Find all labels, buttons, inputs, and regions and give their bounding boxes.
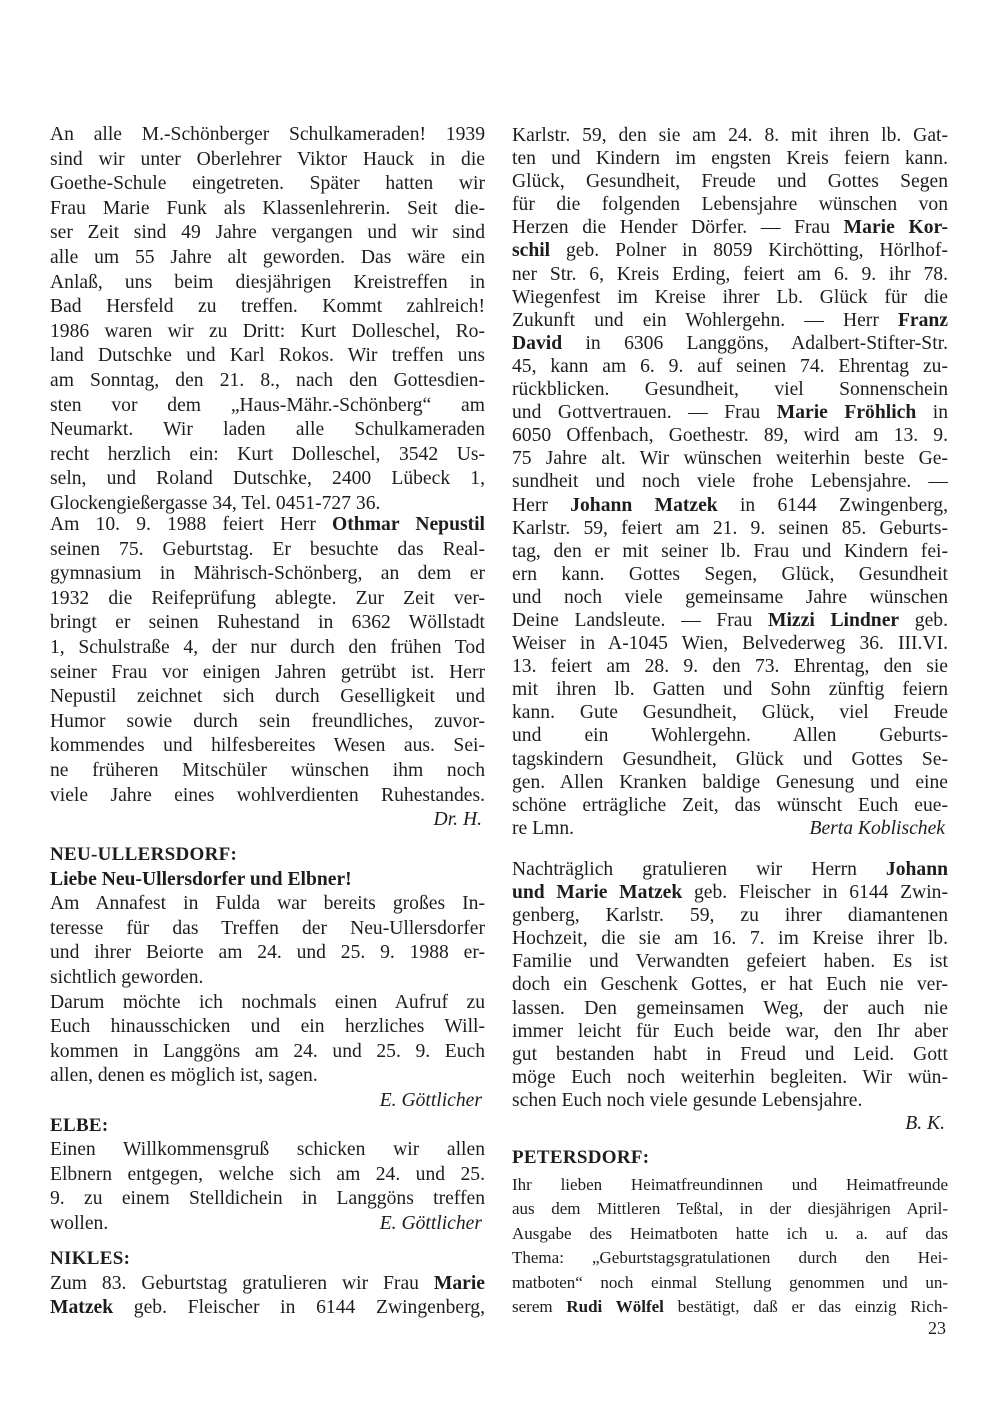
text-line: wollen.: [50, 1212, 109, 1234]
text-line: Zum 83. Geburtstag gratulieren wir Frau Marie: [50, 1272, 485, 1294]
text-line: möge Euch noch weiterhin begleiten. Wir wün-: [512, 1066, 948, 1088]
text-line: Anlaß, uns beim diesjährigen Kreistreffen in: [50, 271, 485, 293]
text-line: serem Rudi Wölfel bestätigt, daß er das einzig Rich-: [512, 1296, 948, 1316]
section-neu-ullersdorf-elbe: [50, 843, 485, 1237]
text-line: sten vor dem „Haus-Mähr.-Schönberg“ am: [50, 394, 485, 416]
text-line: Glockengießergasse 34, Tel. 0451-727 36.: [50, 492, 381, 514]
text-line: 75 Jahre alt. Wir wünschen weiterhin beste Ge-: [512, 448, 948, 470]
text-line: recht herzlich ein: Kurt Dolleschel, 3542 Us-: [50, 443, 485, 465]
text-line: Herzen die Hender Dörfer. — Frau Marie Kor-: [512, 217, 948, 239]
text-line: gut bestanden habt in Freud und Leid. Gott: [512, 1043, 948, 1065]
section-heading: ELBE:: [50, 1114, 109, 1136]
text-line: und ihrer Beiorte am 24. und 25. 9. 1988 er-: [50, 942, 485, 964]
bold-name: Franz: [897, 309, 948, 331]
text-line: gymnasium in Mährisch-Schönberg, an dem er: [50, 563, 485, 585]
section-nikles: [50, 1247, 485, 1321]
text-line: bringt er seinen Ruhestand in 6362 Wöllstadt: [50, 612, 485, 634]
text-line: Am Annafest in Fulda war bereits großes In-: [50, 893, 485, 915]
text-line: schil geb. Polner in 8059 Kirchötting, Hörlhof-: [512, 240, 948, 262]
text-line: seln, und Roland Dutschke, 2400 Lübeck 1,: [50, 468, 485, 490]
bold-name: Rudi Wölfel: [566, 1296, 664, 1316]
text-line: teresse für das Treffen der Neu-Ullersdorfer: [50, 917, 485, 939]
text-line: Matzek geb. Fleischer in 6144 Zwingenberg,: [50, 1297, 485, 1319]
text-line: und Gottvertrauen. — Frau Marie Fröhlich in: [512, 402, 949, 424]
text-line: Thema: „Geburtstagsgratulationen durch den Hei-: [512, 1248, 948, 1268]
text-line: Nachträglich gratulieren wir Herrn Johann: [512, 859, 948, 880]
text-line-with-signature: [512, 817, 948, 840]
bold-name: Othmar Nepustil: [332, 514, 486, 535]
text-line: re Lmn.: [512, 817, 575, 839]
text-line: für die folgenden Lebensjahre wünschen von: [512, 194, 948, 216]
text-line: An alle M.-Schönberger Schulkameraden! 1939: [50, 124, 485, 145]
text-line: tag, den er mit seiner lb. Frau und Kindern fei-: [512, 540, 948, 562]
text-line: Zukunft und ein Wohlergehn. — Herr Franz: [512, 309, 948, 331]
text-line: am Sonntag, den 21. 8., nach den Gottesdien-: [50, 369, 485, 391]
text-line: Ihr lieben Heimatfreundinnen und Heimatfreunde: [512, 1175, 948, 1194]
text-line: kommendes und hilfesbereites Wesen aus. Sei-: [50, 735, 485, 757]
text-line: kann. Gute Gesundheit, Glück, viel Freude: [512, 702, 948, 724]
bold-name: Marie Fröhlich: [776, 402, 917, 424]
bold-name: und Marie Matzek: [512, 882, 683, 904]
text-line: Karlstr. 59, feiert am 21. 9. seinen 85. Geburts-: [512, 517, 948, 539]
bold-name: David: [512, 332, 563, 354]
text-line: Elbnern entgegen, welche sich am 24. und 25.: [50, 1163, 485, 1185]
section-heading: NIKLES:: [50, 1248, 131, 1269]
text-line-with-signature: [50, 1212, 485, 1237]
text-line: sichtlich geworden.: [50, 966, 204, 988]
text-line: Humor sowie durch sein freundliches, zuvor-: [50, 710, 485, 732]
text-line: alle um 55 Jahre alt geworden. Das wäre ein: [50, 246, 485, 268]
article-schulkameraden: [50, 123, 485, 517]
text-line: land Dutschke und Karl Rokos. Wir treffen uns: [50, 345, 485, 367]
text-line: seinen 75. Geburtstag. Er besuchte das Real-: [50, 538, 485, 560]
text-line: Euch hinausschicken und ein herzliches Will-: [50, 1016, 485, 1038]
signature: E. Göttlicher: [379, 1089, 482, 1111]
text-line: ern kann. Gottes Segen, Glück, Gesundheit: [512, 563, 948, 585]
text-line: sind wir unter Oberlehrer Viktor Hauck in die: [50, 148, 485, 170]
text-line: 1932 die Reifeprüfung ablegte. Zur Zeit ver-: [50, 587, 485, 609]
text-line: Weiser in A-1045 Wien, Belvederweg 36. III.VI.: [512, 633, 948, 655]
text-line: Neumarkt. Wir laden alle Schulkameraden: [50, 419, 485, 441]
text-line: und Marie Matzek geb. Fleischer in 6144 Zwin-: [512, 882, 948, 904]
bold-name: Mizzi Lindner: [768, 609, 900, 631]
section-heading: PETERSDORF:: [512, 1147, 650, 1168]
text-line: Karlstr. 59, den sie am 24. 8. mit ihren lb. Gat-: [512, 125, 948, 146]
text-line: Am 10. 9. 1988 feiert Herr Othmar Nepustil: [50, 514, 486, 535]
text-line: mit ihren lb. Gatten und Sohn zünftig feiern: [512, 679, 948, 701]
bold-name: schil: [512, 240, 551, 262]
signature: B. K.: [905, 1113, 945, 1135]
text-line: Bad Hersfeld zu treffen. Kommt zahlreich!: [50, 296, 485, 318]
text-line: David in 6306 Langgöns, Adalbert-Stifter-Str.: [512, 332, 948, 354]
text-line: doch ein Geschenk Gottes, er hat Euch nie ver-: [512, 974, 948, 996]
text-line: matboten“ noch einmal Stellung genommen und un-: [512, 1272, 948, 1292]
text-line: schöne erträgliche Zeit, das wünscht Euch eue-: [512, 794, 948, 816]
text-line: sundheit und noch viele frohe Lebensjahre. —: [512, 471, 948, 493]
text-line: lassen. Den gemeinsamen Weg, der auch nie: [512, 997, 948, 1019]
text-line: ten und Kindern im engsten Kreis feiern kann.: [512, 148, 948, 170]
text-line: 45, kann am 6. 9. auf seinen 74. Ehrentag zu-: [512, 355, 948, 377]
section-petersdorf: [512, 1173, 948, 1319]
sub-heading: Liebe Neu-Ullersdorfer und Elbner!: [50, 868, 352, 890]
section-heading: NEU-ULLERSDORF:: [50, 844, 238, 865]
text-line: allen, denen es möglich ist, sagen.: [50, 1065, 318, 1087]
text-line: genberg, Karlstr. 59, zu ihrer diamantenen: [512, 905, 948, 927]
text-line: Nepustil zeichnet sich durch Geselligkeit und: [50, 686, 485, 708]
text-line: ser Zeit sind 49 Jahre vergangen und wir sind: [50, 222, 485, 244]
bold-name: Marie Kor-: [843, 217, 948, 239]
text-line: 13. feiert am 28. 9. den 73. Ehrentag, den sie: [512, 656, 948, 678]
text-line: viele Jahre eines wohlverdienten Ruhestandes.: [50, 784, 485, 806]
text-line: immer leicht für Euch beide war, den Ihr aber: [512, 1020, 948, 1042]
text-line: ner Str. 6, Kreis Erding, feiert am 6. 9. ihr 78.: [512, 263, 948, 285]
text-line: Wiegenfest im Kreise ihrer Lb. Glück für die: [512, 286, 948, 308]
bold-name: Johann Matzek: [570, 494, 718, 516]
text-line: ne früheren Mitschüler wünschen ihm noch: [50, 759, 485, 781]
article-geburtstage: [512, 124, 948, 840]
text-line: Deine Landsleute. — Frau Mizzi Lindner geb.: [512, 609, 948, 631]
text-line: 6050 Offenbach, Goethestr. 89, wird am 13. 9.: [512, 425, 948, 447]
bold-name: Johann: [885, 859, 948, 880]
signature: E. Göttlicher: [379, 1212, 482, 1234]
text-line: seiner Frau vor einigen Jahren getrübt ist. Herr: [50, 661, 485, 683]
text-line: tagskindern Gesundheit, Glück und Gottes Se-: [512, 748, 948, 770]
page-number: 23: [928, 1318, 946, 1338]
text-line: schen Euch noch viele gesunde Lebensjahre.: [512, 1089, 863, 1111]
signature: Berta Koblischek: [809, 817, 945, 839]
text-line: 1986 waren wir zu Dritt: Kurt Dolleschel, Ro-: [50, 320, 485, 342]
signature: Dr. H.: [433, 809, 482, 831]
section-petersdorf-heading: [512, 1146, 948, 1169]
text-line: Hochzeit, die sie am 16. 7. im Kreise ihrer lb.: [512, 928, 948, 950]
article-nepustil: [50, 513, 485, 833]
text-line: Herr Johann Matzek in 6144 Zwingenberg,: [512, 494, 949, 516]
text-line: und ein Wohlergehn. Allen Geburts-: [512, 725, 948, 747]
text-line: kommen in Langgöns am 24. und 25. 9. Euch: [50, 1040, 485, 1062]
text-line: 1, Schulstraße 4, der nur durch den frühen Tod: [50, 636, 485, 658]
bold-name: Matzek: [50, 1297, 114, 1319]
text-line: Glück, Gesundheit, Freude und Gottes Segen: [512, 171, 948, 193]
text-line: Familie und Verwandten gefeiert haben. Es ist: [512, 951, 948, 973]
text-line: Einen Willkommensgruß schicken wir allen: [50, 1139, 485, 1161]
text-line: Goethe-Schule eingetreten. Später hatten wir: [50, 173, 485, 195]
bold-name: Marie: [433, 1272, 485, 1294]
text-line: Frau Marie Funk als Klassenlehrerin. Seit die-: [50, 197, 485, 219]
text-line: 9. zu einem Stelldichein in Langgöns treffen: [50, 1188, 485, 1210]
text-line: rückblicken. Gesundheit, viel Sonnenschein: [512, 379, 948, 401]
article-diamantene-hochzeit: [512, 858, 948, 1135]
text-line: Darum möchte ich nochmals einen Aufruf zu: [50, 991, 485, 1013]
text-line: und noch viele gemeinsame Jahre wünschen: [512, 586, 948, 608]
text-line: gen. Allen Kranken baldige Genesung und eine: [512, 771, 948, 793]
text-line: aus dem Mittleren Teßtal, in der diesjährigen April-: [512, 1199, 948, 1219]
text-line: Ausgabe des Heimatboten hatte ich u. a. auf das: [512, 1223, 948, 1243]
